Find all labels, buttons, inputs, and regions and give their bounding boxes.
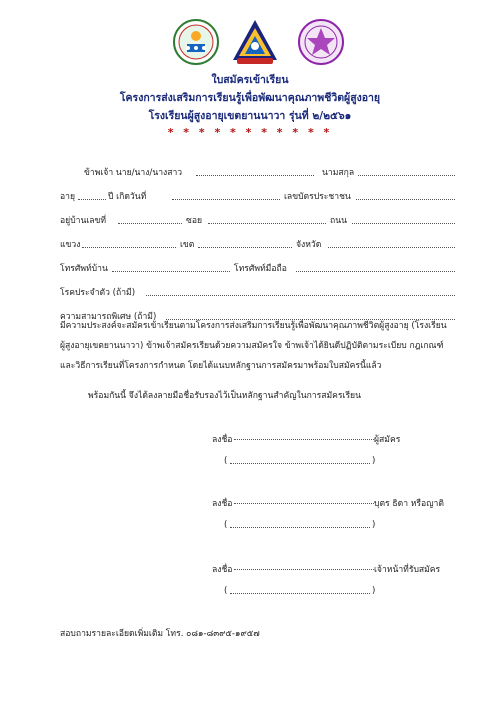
- id-field[interactable]: [356, 199, 455, 200]
- khet-label: เขต: [180, 240, 195, 250]
- soi-label: ซอย: [186, 216, 203, 226]
- relative-signature-field[interactable]: [234, 503, 374, 504]
- officer-printed-name-field[interactable]: [230, 593, 370, 594]
- skill-label: ความสามารถพิเศษ (ถ้ามี): [60, 312, 157, 322]
- open-paren: (: [224, 456, 228, 466]
- applicant-signature-field[interactable]: [234, 439, 374, 440]
- printed-name-relative: [224, 520, 384, 534]
- surname-field[interactable]: [358, 175, 455, 176]
- contact-info: สอบถามรายละเอียดเพิ่มเติม โทร. ๐๘๑-๘๓๙๕-๑๙๕๗: [60, 629, 260, 639]
- khet-field[interactable]: [198, 247, 292, 248]
- applicant-label: ข้าพเจ้า นาย/นาง/นางสาว: [84, 168, 183, 178]
- road-label: ถนน: [330, 216, 347, 226]
- soi-field[interactable]: [208, 223, 326, 224]
- applicant-role: ผู้สมัคร: [374, 435, 401, 445]
- project-title: โครงการส่งเสริมการเรียนรู้เพื่อพัฒนาคุณภาพชีวิตผู้สูงอายุ: [119, 92, 381, 104]
- ministry-seal-icon: [297, 18, 345, 66]
- open-paren: (: [224, 586, 228, 596]
- home-phone-label: โทรศัพท์บ้าน: [60, 264, 108, 274]
- close-paren: ): [372, 586, 376, 596]
- disease-field[interactable]: [146, 295, 455, 296]
- form-title: ใบสมัครเข้าเรียน: [211, 74, 289, 86]
- signature-officer: [212, 562, 458, 576]
- khwaeng-label: แขวง: [60, 240, 81, 250]
- logo-bar: [0, 18, 500, 68]
- officer-signature-field[interactable]: [234, 569, 374, 570]
- certify-paragraph: [60, 386, 455, 406]
- road-field[interactable]: [352, 223, 455, 224]
- disease-label: โรคประจำตัว (ถ้ามี): [60, 288, 136, 298]
- age-field[interactable]: [78, 199, 106, 200]
- address-label: อยู่บ้านเลขที่: [60, 216, 107, 226]
- form-heading: [0, 71, 500, 141]
- school-logo-icon: [172, 18, 220, 66]
- statement-paragraph: [60, 316, 455, 376]
- khwaeng-field[interactable]: [82, 247, 176, 248]
- statement-line-3: และวิธีการเรียนที่โครงการกำหนด โดยได้แนบหลักฐานการสมัครมาพร้อมใบสมัครนี้แล้ว: [60, 361, 382, 371]
- province-field[interactable]: [328, 247, 455, 248]
- organization-logo-icon: [229, 16, 281, 68]
- age-unit-label: ปี เกิดวันที่: [108, 192, 147, 202]
- sign-label: ลงชื่อ: [212, 565, 233, 575]
- signature-applicant: [212, 432, 458, 446]
- mobile-label: โทรศัพท์มือถือ: [234, 264, 287, 274]
- printed-name-officer: [224, 586, 384, 600]
- printed-name-applicant: [224, 456, 384, 470]
- row-district: [60, 240, 455, 254]
- certify-text: พร้อมกันนี้ จึงได้ลงลายมือชื่อรับรองไว้เป็นหลักฐานสำคัญในการสมัครเรียน: [88, 391, 361, 401]
- row-phone: [60, 264, 455, 278]
- home-phone-field[interactable]: [112, 271, 230, 272]
- row-name: [60, 168, 455, 182]
- close-paren: ): [372, 456, 376, 466]
- close-paren: ): [372, 520, 376, 530]
- relative-printed-name-field[interactable]: [230, 527, 370, 528]
- statement-line-2: ผู้สูงอายุเขตยานนาวา) ข้าพเจ้าสมัครเรียนด้วยความสมัครใจ ข้าพเจ้าได้ยินดีปฏิบัติตามระเบียบ กฎเกณฑ์: [60, 341, 444, 351]
- statement-line-1: มีความประสงค์จะสมัครเข้าเรียนตามโครงการส่งเสริมการเรียนรู้เพื่อพัฒนาคุณภาพชีวิตผู้สูงอายุ (โรงเรียน: [60, 321, 447, 331]
- name-field[interactable]: [196, 175, 314, 176]
- sign-label: ลงชื่อ: [212, 499, 233, 509]
- sign-label: ลงชื่อ: [212, 435, 233, 445]
- birthdate-field[interactable]: [172, 199, 280, 200]
- relative-role: บุตร ธิดา หรือญาติ: [374, 499, 444, 509]
- school-title: โรงเรียนผู้สูงอายุเขตยานนาวา รุ่นที่ ๒/๒๕๖๑: [148, 110, 352, 122]
- open-paren: (: [224, 520, 228, 530]
- id-label: เลขบัตรประชาชน: [284, 192, 351, 202]
- row-age: [60, 192, 455, 206]
- signature-relative: [212, 496, 458, 510]
- row-disease: [60, 288, 455, 302]
- surname-label: นามสกุล: [322, 168, 355, 178]
- age-label: อายุ: [60, 192, 76, 202]
- province-label: จังหวัด: [296, 240, 322, 250]
- mobile-field[interactable]: [296, 271, 455, 272]
- applicant-printed-name-field[interactable]: [230, 463, 370, 464]
- officer-role: เจ้าหน้าที่รับสมัคร: [374, 565, 441, 575]
- house-number-field[interactable]: [118, 223, 182, 224]
- decorative-stars: * * * * * * * * * * *: [167, 126, 333, 139]
- row-address: [60, 216, 455, 230]
